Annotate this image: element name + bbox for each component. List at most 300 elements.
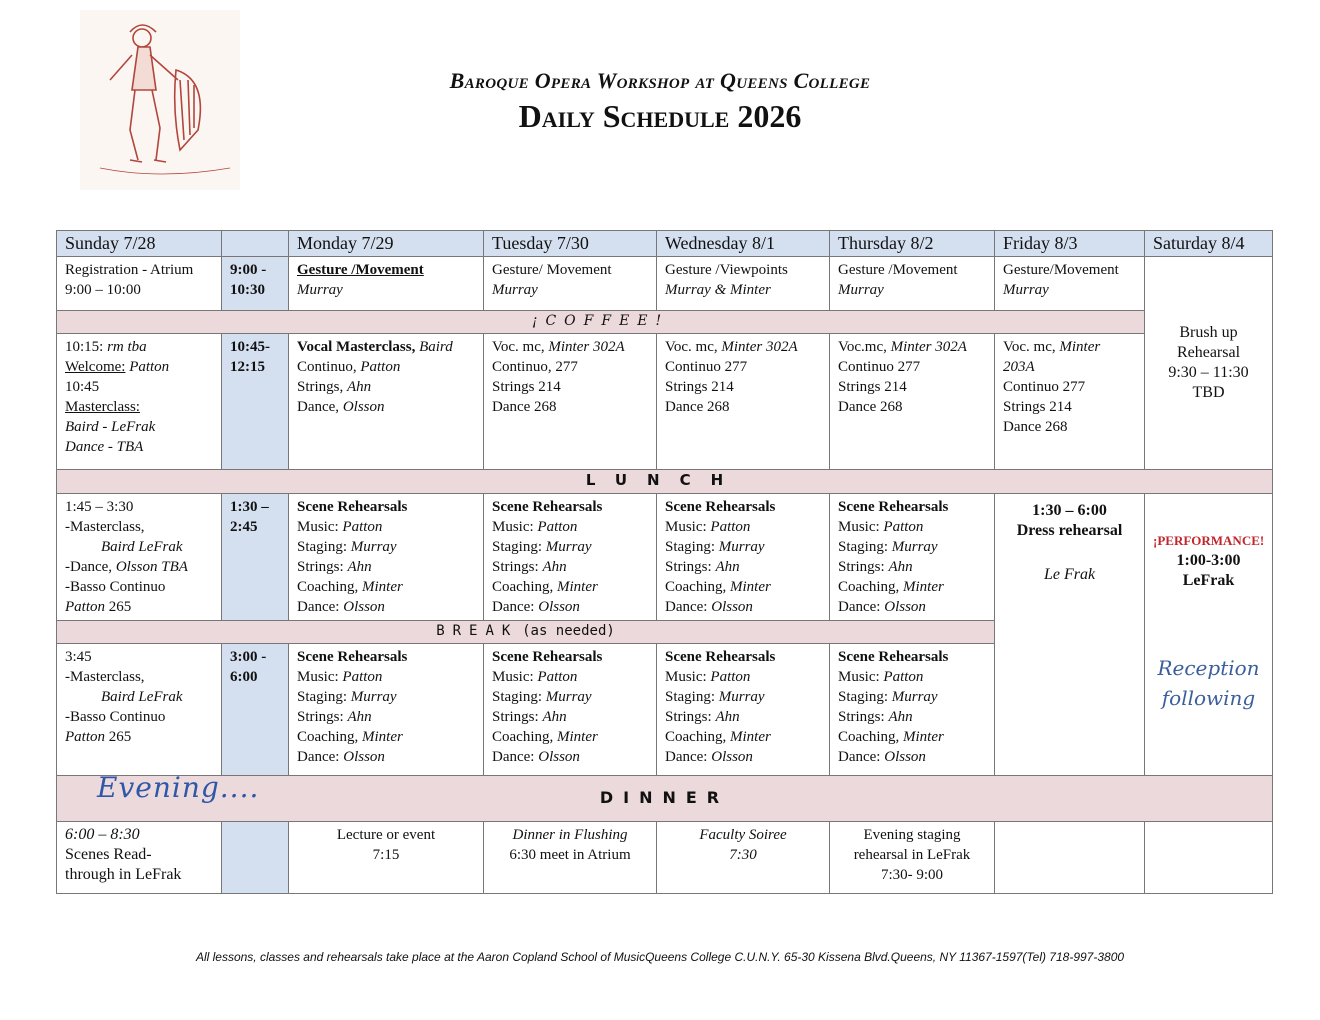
lunch-band <box>57 470 1273 494</box>
baroque-dancer-engraving-icon <box>80 10 240 190</box>
cell-text: Gesture /Movement <box>838 262 958 278</box>
cell-text: Gesture/Movement <box>1003 262 1119 278</box>
rehearsal-label: Dance: <box>838 749 881 765</box>
rehearsal-person: Ahn <box>542 709 567 725</box>
cell-text: 7:30- 9:00 <box>880 867 944 883</box>
cell-text: 1:45 – 3:30 <box>65 499 134 515</box>
cell-text: 9:00 – 10:00 <box>65 282 141 298</box>
cell-text: -Basso Continuo <box>65 579 166 595</box>
coffee-band <box>57 311 1273 334</box>
rehearsal-label: Coaching, <box>492 729 554 745</box>
rehearsal-line <box>492 537 648 557</box>
cell-tuesday-voc <box>484 334 657 470</box>
rehearsal-line <box>665 647 821 667</box>
cell-text: Evening staging <box>863 827 961 843</box>
break-label: BREAK <box>436 623 519 639</box>
dinner-label: DINNER <box>599 788 730 807</box>
rehearsal-line <box>492 667 648 687</box>
cell-thursday-rehearsal-2 <box>830 644 995 776</box>
rehearsal-line <box>297 517 475 537</box>
time-slot: 1:30 – 2:45 <box>222 494 289 621</box>
rehearsal-person: Ahn <box>347 709 372 725</box>
rehearsal-person: Ahn <box>888 709 913 725</box>
rehearsal-person: Ahn <box>542 559 567 575</box>
person-text: Minter 302A <box>890 339 967 355</box>
rehearsal-person: Murray <box>545 689 592 705</box>
cell-text: Dance 268 <box>838 399 903 415</box>
cell-text: Dance 268 <box>1003 419 1068 435</box>
rehearsal-label: Music: <box>665 669 707 685</box>
rehearsal-line <box>492 597 648 617</box>
cell-text: Strings 214 <box>838 379 907 395</box>
rehearsal-label: Strings: <box>297 709 344 725</box>
rehearsal-line <box>665 747 821 767</box>
cell-text: Scenes Read- <box>65 846 152 863</box>
rehearsal-line <box>665 707 821 727</box>
cell-friday-gesture <box>995 257 1145 311</box>
cell-text: Brush up <box>1179 324 1238 341</box>
rehearsal-label: Dance: <box>492 599 535 615</box>
cell-monday-rehearsal-2 <box>289 644 484 776</box>
cell-tuesday-rehearsal <box>484 494 657 621</box>
cell-text: Strings 214 <box>492 379 561 395</box>
cell-text: 7:30 <box>729 847 757 863</box>
rehearsal-label: Staging: <box>297 539 348 555</box>
event-text: Continuo, <box>297 359 357 375</box>
rehearsal-line <box>838 667 986 687</box>
person-text: Patton <box>129 359 170 375</box>
rehearsal-person: Minter <box>557 729 598 745</box>
cell-text: Murray & Minter <box>665 282 771 298</box>
event-text: Voc. mc, <box>492 339 545 355</box>
rehearsal-person: Patton <box>883 669 924 685</box>
rehearsal-label: Staging: <box>838 539 889 555</box>
cell-monday-rehearsal <box>289 494 484 621</box>
rehearsal-line <box>665 667 821 687</box>
cell-text: through in LeFrak <box>65 866 182 883</box>
rehearsal-person: Patton <box>883 519 924 535</box>
rehearsal-person: Murray <box>545 539 592 555</box>
rehearsal-line <box>838 597 986 617</box>
cell-text <box>65 727 213 747</box>
cell-text <box>65 597 213 617</box>
rehearsal-person: Murray <box>718 689 765 705</box>
rehearsal-person: Minter <box>362 579 403 595</box>
cell-text: rehearsal in LeFrak <box>853 847 971 863</box>
schedule-table <box>56 230 1273 894</box>
rehearsal-person: Murray <box>718 539 765 555</box>
rehearsal-label: Coaching, <box>297 729 359 745</box>
rehearsal-person: Olsson <box>711 599 753 615</box>
rehearsal-person: Olsson <box>343 749 385 765</box>
cell-saturday-performance <box>1145 494 1273 776</box>
rehearsal-person: Olsson <box>884 599 926 615</box>
event-text: Dance, <box>297 399 340 415</box>
cell-text: Le Frak <box>1043 566 1096 583</box>
cell-text <box>297 357 475 377</box>
cell-sunday-registration <box>57 257 222 311</box>
rehearsal-label: Dance: <box>838 599 881 615</box>
rehearsal-line <box>492 557 648 577</box>
rehearsal-label: Strings: <box>297 559 344 575</box>
header-sunday: Sunday 7/28 <box>57 231 222 257</box>
cell-text <box>65 557 213 577</box>
rehearsal-line <box>838 707 986 727</box>
header-thursday: Thursday 8/2 <box>830 231 995 257</box>
dinner-band <box>57 776 1273 822</box>
cell-wednesday-rehearsal <box>657 494 830 621</box>
rehearsal-person: Murray <box>891 539 938 555</box>
person-text: Minter 302A <box>548 339 625 355</box>
rehearsal-label: Strings: <box>665 709 712 725</box>
cell-text: Murray <box>838 282 884 298</box>
rehearsal-line <box>297 647 475 667</box>
cell-text: -Masterclass, <box>65 669 145 685</box>
cell-text: Murray <box>492 282 538 298</box>
rehearsal-label: Music: <box>492 519 534 535</box>
rehearsal-line <box>297 497 475 517</box>
rehearsal-person: Murray <box>350 539 397 555</box>
table-row <box>57 822 1273 894</box>
person-text: Olsson <box>342 399 385 415</box>
cell-text <box>297 337 475 357</box>
rehearsal-person: Patton <box>710 519 751 535</box>
rehearsal-person: Ahn <box>347 559 372 575</box>
rehearsal-line <box>297 707 475 727</box>
header-saturday: Saturday 8/4 <box>1145 231 1273 257</box>
person-text: Ahn <box>347 379 372 395</box>
cell-tuesday-evening <box>484 822 657 894</box>
rehearsal-line <box>297 727 475 747</box>
rehearsal-person: Patton <box>537 519 578 535</box>
rehearsal-label: Coaching, <box>297 579 359 595</box>
event-text: Voc.mc, <box>838 339 887 355</box>
rehearsal-line <box>492 577 648 597</box>
cell-text <box>492 337 648 357</box>
cell-text: 6:30 meet in Atrium <box>509 847 631 863</box>
cell-monday-masterclass <box>289 334 484 470</box>
header-row <box>57 231 1273 257</box>
cell-text <box>838 337 986 357</box>
page-title <box>300 68 1020 135</box>
cell-sunday-afternoon <box>57 644 222 776</box>
cell-sunday-masterclass <box>57 494 222 621</box>
rehearsal-line <box>838 727 986 747</box>
time-slot: 3:00 - 6:00 <box>222 644 289 776</box>
rehearsal-person: Olsson <box>538 599 580 615</box>
cell-text: Strings 214 <box>1003 399 1072 415</box>
rehearsal-label: Music: <box>297 669 339 685</box>
rehearsal-label: Music: <box>665 519 707 535</box>
rehearsal-line <box>838 537 986 557</box>
cell-text: 3:45 <box>65 649 92 665</box>
cell-text: Baird LeFrak <box>101 539 183 555</box>
rehearsal-person: Patton <box>710 669 751 685</box>
rehearsal-label: Coaching, <box>492 579 554 595</box>
cell-friday-dress-rehearsal <box>995 494 1145 776</box>
cell-thursday-rehearsal <box>830 494 995 621</box>
cell-text: Dinner in Flushing <box>512 827 628 843</box>
rehearsal-person: Minter <box>903 579 944 595</box>
header-time <box>222 231 289 257</box>
room-text: rm tba <box>107 339 147 355</box>
cell-text: 203A <box>1003 359 1035 375</box>
rehearsal-line <box>297 537 475 557</box>
cell-text: Continuo 277 <box>665 359 748 375</box>
cell-text: -Basso Continuo <box>65 709 166 725</box>
header-wednesday: Wednesday 8/1 <box>657 231 830 257</box>
rehearsal-label: Staging: <box>665 689 716 705</box>
cell-saturday-brushup <box>1145 257 1273 470</box>
event-text: Strings, <box>297 379 344 395</box>
cell-text: Dance 268 <box>492 399 557 415</box>
cell-saturday-evening <box>1145 822 1273 894</box>
rehearsal-line <box>665 687 821 707</box>
cell-text: Murray <box>297 282 343 298</box>
rehearsal-label: Staging: <box>665 539 716 555</box>
schedule-title: Daily Schedule 2026 <box>518 98 802 134</box>
break-note: (as needed) <box>522 623 615 639</box>
rehearsal-person: Minter <box>362 729 403 745</box>
cell-text: Lecture or event <box>336 827 436 843</box>
rehearsal-person: Murray <box>350 689 397 705</box>
rehearsal-line <box>665 597 821 617</box>
rehearsal-label: Dance: <box>297 749 340 765</box>
coffee-label: ¡COFFEE! <box>531 313 670 329</box>
rehearsal-label: Dance: <box>297 599 340 615</box>
performance-label: ¡PERFORMANCE! <box>1153 533 1265 548</box>
cell-text: 1:00-3:00 <box>1176 552 1241 569</box>
cell-text: Dance - TBA <box>65 439 144 455</box>
cell-thursday-evening <box>830 822 995 894</box>
rehearsal-line <box>838 647 986 667</box>
cell-text: 7:15 <box>372 847 400 863</box>
cell-text: Rehearsal <box>1176 344 1241 361</box>
person-text: Patton <box>65 599 105 615</box>
cell-wednesday-rehearsal-2 <box>657 644 830 776</box>
cell-text: Dress rehearsal <box>1016 522 1123 539</box>
evening-label: Evening.... <box>97 775 260 804</box>
cell-text: Baird - LeFrak <box>65 419 156 435</box>
rehearsal-label: Music: <box>492 669 534 685</box>
event-text: Voc. mc, <box>665 339 718 355</box>
cell-sunday-welcome <box>57 334 222 470</box>
rehearsal-label: Coaching, <box>838 729 900 745</box>
rehearsal-line <box>297 577 475 597</box>
rehearsal-line <box>665 577 821 597</box>
cell-wednesday-gesture <box>657 257 830 311</box>
rehearsal-label: Scene Rehearsals <box>492 499 603 515</box>
cell-sunday-evening <box>57 822 222 894</box>
rehearsal-line <box>665 517 821 537</box>
cell-tuesday-rehearsal-2 <box>484 644 657 776</box>
reception-label: following <box>1161 686 1256 710</box>
cell-friday-voc <box>995 334 1145 470</box>
cell-text: 10:45 <box>65 379 100 395</box>
rehearsal-label: Staging: <box>492 539 543 555</box>
rehearsal-line <box>492 647 648 667</box>
cell-monday-evening <box>289 822 484 894</box>
cell-text: Faculty Soiree <box>699 827 787 843</box>
cell-text: Registration - Atrium <box>65 262 194 278</box>
rehearsal-label: Dance: <box>665 599 708 615</box>
rehearsal-label: Strings: <box>838 559 885 575</box>
person-text: Minter <box>1059 339 1101 355</box>
cell-thursday-gesture <box>830 257 995 311</box>
rehearsal-label: Scene Rehearsals <box>665 649 776 665</box>
event-text: -Dance, <box>65 559 113 575</box>
workshop-title: Baroque Opera Workshop at Queens College <box>449 68 871 93</box>
rehearsal-person: Patton <box>342 519 383 535</box>
rehearsal-line <box>838 687 986 707</box>
rehearsal-line <box>297 667 475 687</box>
cell-text <box>65 357 213 377</box>
cell-monday-gesture <box>289 257 484 311</box>
rehearsal-line <box>297 597 475 617</box>
cell-text: 6:00 – 8:30 <box>65 826 140 843</box>
cell-text <box>297 377 475 397</box>
rehearsal-person: Ahn <box>888 559 913 575</box>
time-slot-empty <box>222 822 289 894</box>
cell-text: TBD <box>1192 384 1225 401</box>
footer-note: All lessons, classes and rehearsals take place at the Aaron Copland School of MusicQueens College C.U.N.Y. 65-30 Kissena Blvd.Queens, NY 11367-1597(Tel) 718-997-3800 <box>195 950 1125 964</box>
time-text: 10:15: <box>65 339 104 355</box>
rehearsal-person: Ahn <box>715 559 740 575</box>
rehearsal-label: Staging: <box>297 689 348 705</box>
rehearsal-label: Dance: <box>492 749 535 765</box>
rehearsal-person: Olsson <box>711 749 753 765</box>
rehearsal-label: Coaching, <box>665 579 727 595</box>
rehearsal-person: Patton <box>537 669 578 685</box>
rehearsal-label: Music: <box>838 519 880 535</box>
cell-text: Gesture/ Movement <box>492 262 612 278</box>
rehearsal-person: Olsson <box>538 749 580 765</box>
cell-text: Baird LeFrak <box>101 689 183 705</box>
rehearsal-label: Coaching, <box>665 729 727 745</box>
time-slot: 9:00 - 10:30 <box>222 257 289 311</box>
rehearsal-line <box>492 517 648 537</box>
cell-text: Murray <box>1003 282 1049 298</box>
cell-text: -Masterclass, <box>65 519 145 535</box>
room-text: 265 <box>108 599 132 615</box>
event-text: Vocal Masterclass, <box>297 339 416 355</box>
cell-text: Continuo 277 <box>838 359 921 375</box>
rehearsal-person: Olsson <box>343 599 385 615</box>
person-text: Patton <box>360 359 401 375</box>
header-monday: Monday 7/29 <box>289 231 484 257</box>
rehearsal-line <box>297 687 475 707</box>
table-row <box>57 257 1273 311</box>
label-text: Welcome: <box>65 359 126 375</box>
rehearsal-line <box>297 747 475 767</box>
rehearsal-label: Music: <box>297 519 339 535</box>
lunch-label: LUNCH <box>585 471 744 489</box>
event-text: Voc. mc, <box>1003 339 1056 355</box>
rehearsal-line <box>492 497 648 517</box>
rehearsal-label: Scene Rehearsals <box>492 649 603 665</box>
table-row <box>57 494 1273 621</box>
person-text: Minter 302A <box>721 339 798 355</box>
rehearsal-label: Strings: <box>838 709 885 725</box>
cell-text: Continuo 277 <box>1003 379 1086 395</box>
rehearsal-line <box>665 727 821 747</box>
rehearsal-label: Staging: <box>492 689 543 705</box>
rehearsal-label: Staging: <box>838 689 889 705</box>
rehearsal-line <box>665 497 821 517</box>
rehearsal-label: Strings: <box>492 709 539 725</box>
rehearsal-person: Murray <box>891 689 938 705</box>
cell-text: 9:30 – 11:30 <box>1168 364 1249 381</box>
reception-label: Reception <box>1157 656 1260 680</box>
cell-tuesday-gesture <box>484 257 657 311</box>
rehearsal-person: Minter <box>903 729 944 745</box>
rehearsal-label: Strings: <box>492 559 539 575</box>
room-text: 265 <box>108 729 132 745</box>
header-friday: Friday 8/3 <box>995 231 1145 257</box>
cell-text: Dance 268 <box>665 399 730 415</box>
rehearsal-line <box>492 727 648 747</box>
cell-text: Strings 214 <box>665 379 734 395</box>
rehearsal-person: Olsson <box>884 749 926 765</box>
cell-text <box>65 337 213 357</box>
rehearsal-person: Ahn <box>715 709 740 725</box>
rehearsal-label: Dance: <box>665 749 708 765</box>
cell-friday-evening <box>995 822 1145 894</box>
rehearsal-line <box>297 557 475 577</box>
rehearsal-line <box>838 517 986 537</box>
cell-text: 1:30 – 6:00 <box>1032 502 1107 519</box>
rehearsal-line <box>838 497 986 517</box>
rehearsal-line <box>838 747 986 767</box>
rehearsal-label: Scene Rehearsals <box>665 499 776 515</box>
cell-text: Gesture /Viewpoints <box>665 262 788 278</box>
rehearsal-person: Minter <box>730 729 771 745</box>
rehearsal-label: Scene Rehearsals <box>297 649 408 665</box>
cell-text <box>1003 337 1136 357</box>
rehearsal-label: Strings: <box>665 559 712 575</box>
rehearsal-line <box>665 537 821 557</box>
cell-thursday-voc <box>830 334 995 470</box>
cell-text: Continuo, 277 <box>492 359 578 375</box>
rehearsal-label: Music: <box>838 669 880 685</box>
cell-text: Gesture /Movement <box>297 262 424 278</box>
cell-text: LeFrak <box>1182 572 1235 589</box>
cell-text: Masterclass: <box>65 399 140 415</box>
rehearsal-line <box>492 687 648 707</box>
rehearsal-label: Scene Rehearsals <box>297 499 408 515</box>
rehearsal-line <box>838 557 986 577</box>
cell-wednesday-voc <box>657 334 830 470</box>
rehearsal-person: Minter <box>730 579 771 595</box>
rehearsal-label: Coaching, <box>838 579 900 595</box>
rehearsal-line <box>665 557 821 577</box>
rehearsal-line <box>838 577 986 597</box>
rehearsal-person: Minter <box>557 579 598 595</box>
rehearsal-person: Patton <box>342 669 383 685</box>
person-text: Baird <box>419 339 453 355</box>
person-text: Patton <box>65 729 105 745</box>
rehearsal-label: Scene Rehearsals <box>838 649 949 665</box>
table-row <box>57 334 1273 470</box>
person-text: Olsson TBA <box>115 559 188 575</box>
header-tuesday: Tuesday 7/30 <box>484 231 657 257</box>
cell-wednesday-evening <box>657 822 830 894</box>
cell-text <box>665 337 821 357</box>
rehearsal-line <box>492 747 648 767</box>
time-slot: 10:45- 12:15 <box>222 334 289 470</box>
rehearsal-label: Scene Rehearsals <box>838 499 949 515</box>
cell-text <box>297 397 475 417</box>
